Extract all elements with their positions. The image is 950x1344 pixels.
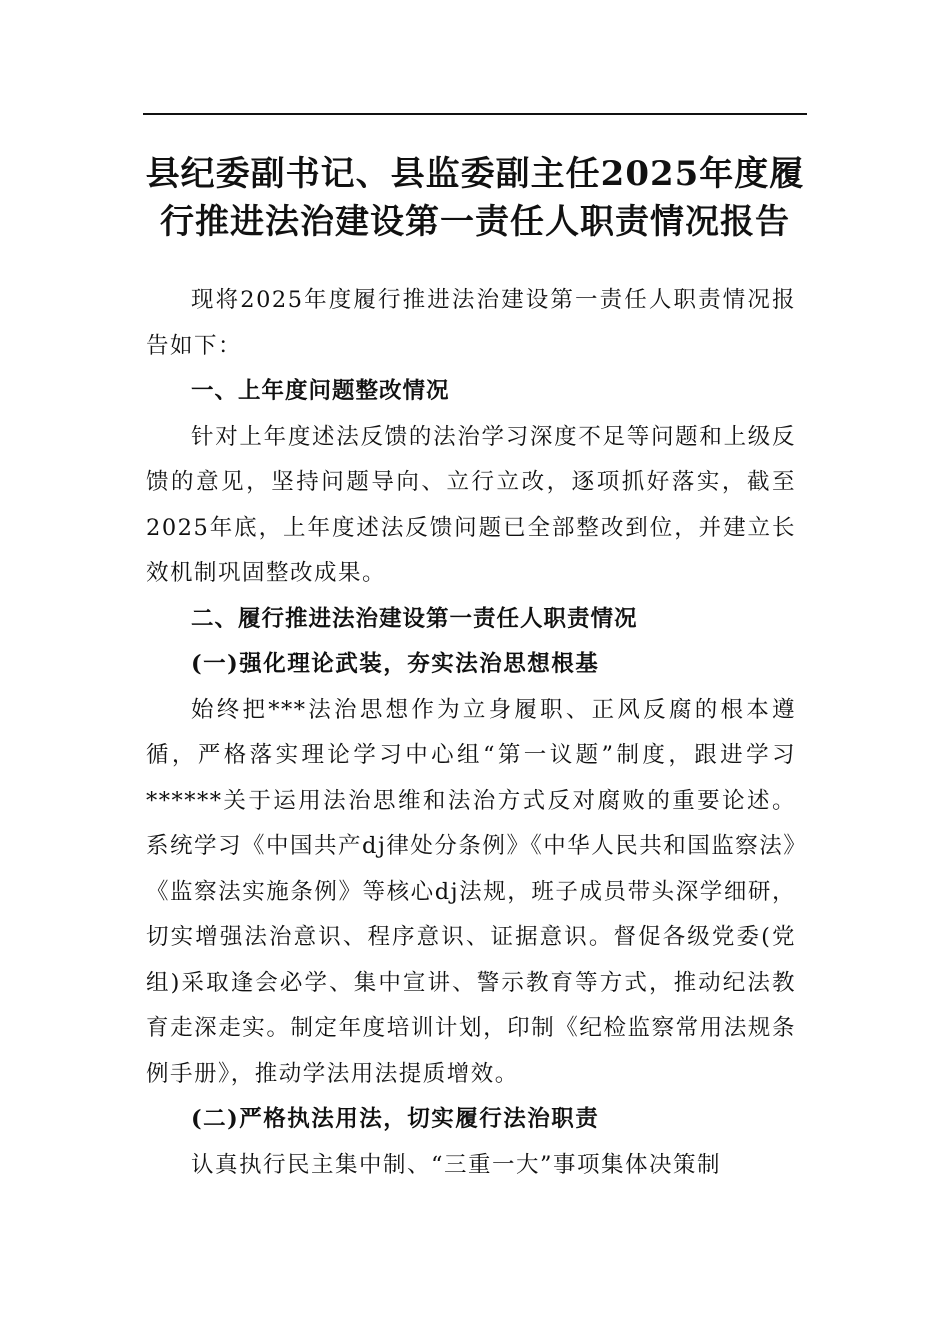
subsection-heading-2: (二)严格执法用法，切实履行法治职责 <box>191 1106 600 1132</box>
subsection-1-paragraph: 始终把***法治思想作为立身履职、正风反腐的根本遵循，严格落实理论学习中心组“第一议题”制度，跟进学习******关于运用法治思维和法治方式反对腐败的重要论述。系统学习《中国共产dj律处分条例》《中华人民共和国监察法》《监察法实施条例》等核心dj法规，班子成员带头深学细研，切实增强法治意识、程序意识、证据意识。督促各级党委(党组)采取逢会必学、集中宣讲、警示教育等方式，推动纪法教育走深走实。制定年度培训计划，印制《纪检监察常用法规条例手册》，推动学法用法提质增效。 <box>146 696 796 1087</box>
document-title: 县纪委副书记、县监委副主任2025年度履行推进法治建设第一责任人职责情况报告 <box>145 154 805 242</box>
section-heading-1: 一、上年度问题整改情况 <box>191 378 450 404</box>
subsection-heading-1: (一)强化理论武装，夯实法治思想根基 <box>191 651 600 677</box>
section-1-paragraph: 针对上年度述法反馈的法治学习深度不足等问题和上级反馈的意见，坚持问题导向、立行立改，逐项抓好落实，截至2025年底，上年度述法反馈问题已全部整改到位，并建立长效机制巩固整改成果。 <box>146 423 796 586</box>
document-body <box>146 278 796 1188</box>
subsection-2-paragraph: 认真执行民主集中制、“三重一大”事项集体决策制 <box>191 1151 722 1178</box>
intro-paragraph: 现将2025年度履行推进法治建设第一责任人职责情况报告如下： <box>146 287 796 359</box>
header-rule <box>143 113 807 115</box>
section-heading-2: 二、履行推进法治建设第一责任人职责情况 <box>191 605 638 632</box>
